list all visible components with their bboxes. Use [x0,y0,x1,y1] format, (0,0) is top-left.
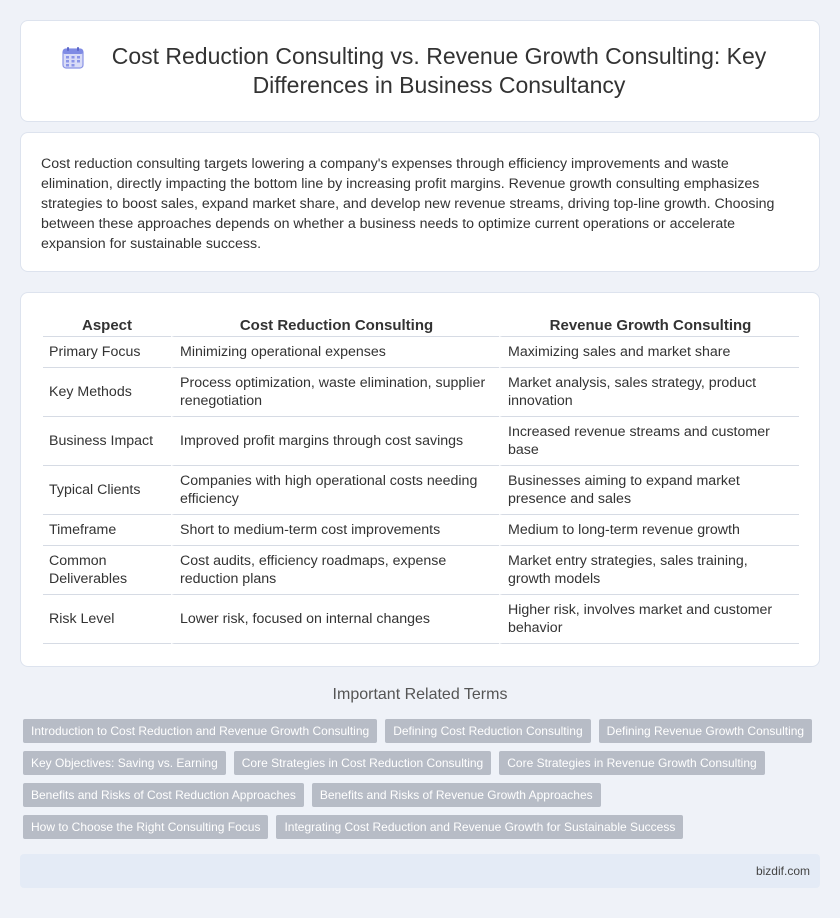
table-row [43,546,799,595]
table-header-row [43,313,799,337]
table-row [43,337,799,368]
row-revenue-growth: Maximizing sales and market share [499,337,799,368]
row-aspect: Key Methods [43,368,171,417]
row-aspect: Risk Level [43,595,171,644]
comparison-table [43,313,799,644]
header-cost-reduction: Cost Reduction Consulting [171,313,499,337]
title-card [20,20,820,122]
row-revenue-growth: Market entry strategies, sales training, growth models [499,546,799,595]
related-tag[interactable]: Integrating Cost Reduction and Revenue Growth for Sustainable Success [276,815,683,839]
tag-row [23,783,823,807]
table-row [43,417,799,466]
table-row [43,515,799,546]
row-cost-reduction: Improved profit margins through cost savings [171,417,499,466]
related-tag[interactable]: How to Choose the Right Consulting Focus [23,815,268,839]
related-tag[interactable]: Defining Cost Reduction Consulting [385,719,590,743]
page-title: Cost Reduction Consulting vs. Revenue Growth Consulting: Key Differences in Business Consultancy [111,43,767,98]
related-terms-section [0,686,840,704]
row-aspect: Business Impact [43,417,171,466]
related-tag[interactable]: Benefits and Risks of Cost Reduction Approaches [23,783,304,807]
calendar-icon [61,46,85,70]
comparison-card [20,292,820,667]
row-aspect: Timeframe [43,515,171,546]
tag-row [23,751,823,775]
footer-site-link[interactable]: bizdif.com [755,864,810,878]
related-tags [23,719,823,847]
related-tag[interactable]: Key Objectives: Saving vs. Earning [23,751,226,775]
row-revenue-growth: Businesses aiming to expand market presence and sales [499,466,799,515]
related-tag[interactable]: Defining Revenue Growth Consulting [599,719,812,743]
row-aspect: Primary Focus [43,337,171,368]
row-aspect: Common Deliverables [43,546,171,595]
row-cost-reduction: Cost audits, efficiency roadmaps, expense reduction plans [171,546,499,595]
header-revenue-growth: Revenue Growth Consulting [499,313,799,337]
row-cost-reduction: Lower risk, focused on internal changes [171,595,499,644]
related-tag[interactable]: Core Strategies in Cost Reduction Consulting [234,751,491,775]
row-revenue-growth: Increased revenue streams and customer base [499,417,799,466]
related-tag[interactable]: Introduction to Cost Reduction and Revenue Growth Consulting [23,719,377,743]
related-tag[interactable]: Benefits and Risks of Revenue Growth Approaches [312,783,601,807]
tag-row [23,815,823,839]
row-revenue-growth: Medium to long-term revenue growth [499,515,799,546]
row-cost-reduction: Companies with high operational costs needing efficiency [171,466,499,515]
row-revenue-growth: Market analysis, sales strategy, product innovation [499,368,799,417]
row-aspect: Typical Clients [43,466,171,515]
table-row [43,595,799,644]
row-revenue-growth: Higher risk, involves market and customer behavior [499,595,799,644]
table-row [43,466,799,515]
row-cost-reduction: Minimizing operational expenses [171,337,499,368]
footer [20,854,820,888]
row-cost-reduction: Short to medium-term cost improvements [171,515,499,546]
related-tag[interactable]: Core Strategies in Revenue Growth Consulting [499,751,764,775]
intro-paragraph: Cost reduction consulting targets lowering a company's expenses through efficiency improvements and waste elimination, directly impacting the bottom line by increasing profit margins. Revenue growth consulting emphasizes strategies to boost sales, expand market share, and develop new revenue streams, driving top-line growth. Choosing between these approaches depends on whether a business needs to optimize current operations or accelerate expansion for sustainable success. [41,156,775,252]
row-cost-reduction: Process optimization, waste elimination, supplier renegotiation [171,368,499,417]
header-aspect: Aspect [43,313,171,337]
table-row [43,368,799,417]
tag-row [23,719,823,743]
intro-card [20,132,820,272]
related-terms-heading: Important Related Terms [332,686,508,703]
